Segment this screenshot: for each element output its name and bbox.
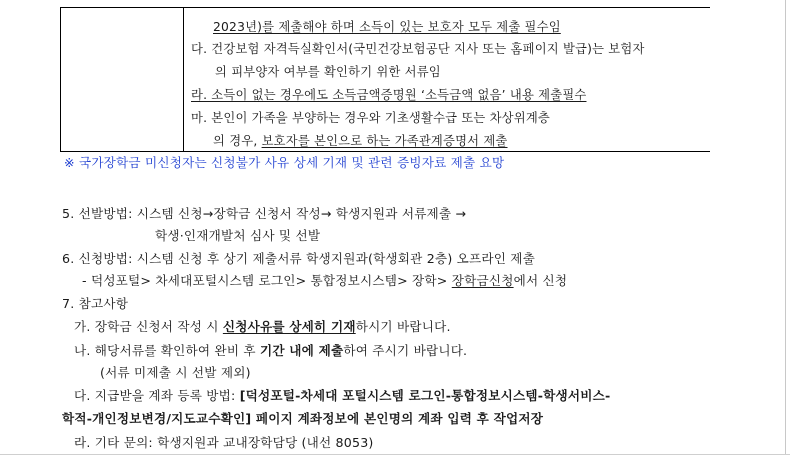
section-7-na-a: 나. 해당서류를 확인하여 완비 후 [74, 343, 260, 358]
section-7-da [74, 385, 610, 404]
section-6-line-1: 6. 신청방법: 시스템 신청 후 상기 제출서류 학생지원과(학생회관 2층) 오프라인 제출 [62, 251, 536, 266]
documents-table [60, 7, 710, 152]
table-line-6-underlined: 보호자를 본인으로 하는 가족관계증명서 제출 [261, 134, 508, 148]
section-7-ga-c: 하시기 바랍니다. [355, 319, 451, 334]
section-7-da-a: 다. 지급받을 계좌 등록 방법: [74, 388, 240, 403]
table-line-4: 라. 소득이 없는 경우에도 소득금액증명원 ‘소득금액 없음’ 내용 제출필수 [191, 88, 587, 102]
section-7-na [74, 340, 467, 359]
table-line-6 [213, 131, 508, 149]
section-5-line-1: 5. 선발방법: 시스템 신청→장학금 신청서 작성→ 학생지원과 서류제출 → [62, 206, 467, 221]
table-line-6-prefix: 의 경우, [213, 134, 262, 148]
section-7-na-note: (서류 미제출 시 선발 제외) [100, 365, 251, 380]
section-6-path: - 덕성포털> 차세대포털시스템 로그인> 통합정보시스템> 장학> [82, 273, 452, 288]
table-line-5: 마. 본인이 가족을 부양하는 경우와 기초생활수급 또는 차상위계층 [191, 111, 550, 125]
section-7-title: 7. 참고사항 [62, 296, 129, 311]
section-6-suffix: 에서 신청 [513, 273, 568, 288]
section-7-ga-emphasis: 신청사유를 상세히 기재 [222, 319, 356, 334]
section-7-da-path: [덕성포털-차세대 포털시스템 로그인-통합정보시스템-학생서비스- [239, 388, 611, 403]
table-line-1: 2023년)를 제출해야 하며 소득이 있는 보호자 모두 제출 필수임 [213, 20, 561, 34]
section-6-menu: 장학금신청 [451, 273, 514, 288]
section-6-line-2 [82, 270, 567, 289]
table-column-divider [183, 8, 184, 151]
section-7-da-line-2: 학적-개인정보변경/지도교수확인] 페이지 계좌정보에 본인명의 계좌 입력 후 작업저장 [62, 411, 544, 426]
table-line-3: 의 피부양자 여부를 확인하기 위한 서류임 [215, 65, 441, 79]
page-border-right [785, 0, 786, 455]
section-7-ga [74, 316, 451, 335]
section-5-line-2: 학생·인재개발처 심사 및 선발 [155, 228, 321, 243]
section-7-na-emphasis: 기간 내에 제출 [259, 343, 344, 358]
section-7-ra: 라. 기타 문의: 학생지원과 교내장학담당 (내선 8053) [74, 435, 374, 450]
section-7-na-c: 하여 주시기 바랍니다. [343, 343, 468, 358]
section-7-ga-a: 가. 장학금 신청서 작성 시 [74, 319, 223, 334]
notice-line: ※ 국가장학금 미신청자는 신청불가 사유 상세 기재 및 관련 증빙자료 제출 요망 [64, 155, 505, 170]
table-line-2: 다. 건강보험 자격득실확인서(국민건강보험공단 지사 또는 홈페이지 발급)는 보험자 [191, 42, 645, 56]
